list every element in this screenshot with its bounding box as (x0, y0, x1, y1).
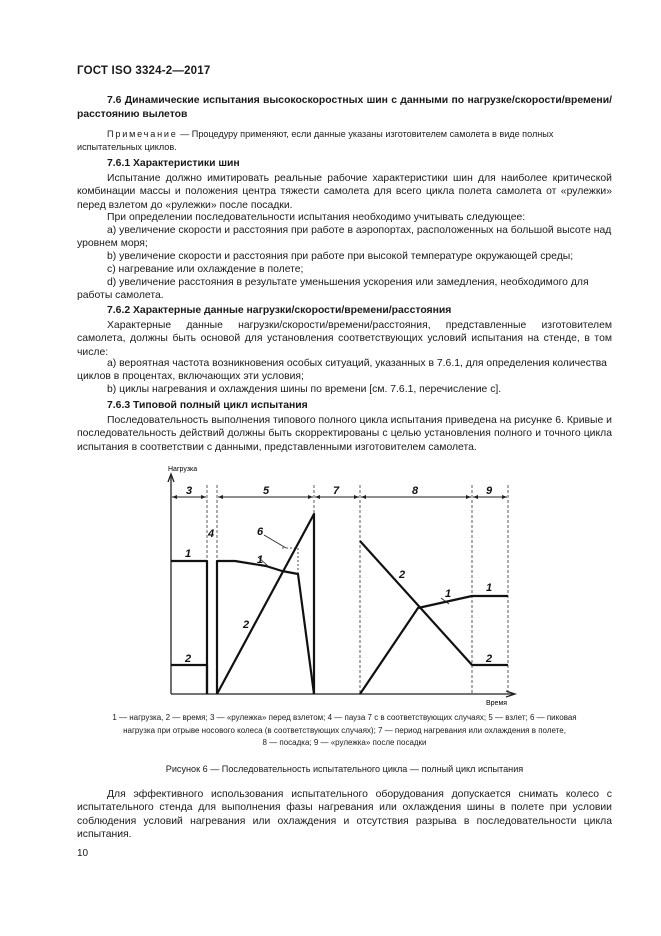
curve-label-speed: 2 (185, 653, 192, 665)
phase-label-3: 3 (186, 485, 193, 497)
curve-label-load: 1 (445, 588, 452, 600)
phase-label-8: 8 (412, 485, 419, 497)
load-curve-landing (360, 596, 508, 694)
x-axis-label: Время (486, 700, 508, 707)
curve-label-load: 1 (185, 548, 192, 560)
section-7-6-title: 7.6 Динамические испытания высокоскоростных шин с данными по нагрузке/скорости/времени/расстоянию вылетов (77, 95, 612, 120)
curve-label-load: 1 (486, 582, 493, 594)
curve-label-speed: 2 (486, 653, 493, 665)
section-7-6-2-item-b: b) циклы нагревания и охлаждения шины по времени [см. 7.6.1, перечисление c]. (107, 384, 502, 395)
figure-legend-line: нагрузка при отрыве носового колеса (в соответствующих случаях); 7 — период нагревания или охлаждения в полете, (123, 725, 566, 735)
peak-load-leader (264, 535, 286, 548)
section-7-6-1-item-c: c) нагревание или охлаждение в полете; (107, 264, 304, 275)
figure-legend-line: 1 — нагрузка, 2 — время; 3 — «рулежка» перед взлетом; 4 — пауза 7 с в соответствующих случаях; 5 — взлет; 6 — пиковая (112, 713, 577, 722)
curve-label-load: 1 (257, 554, 264, 566)
phase-label-7: 7 (333, 485, 340, 497)
closing-paragraph: Для эффективного использования испытательного оборудования допускается снимать колесо с испытательного стенда для выполнения фазы нагревания или охлаждения шины в полете при условии соблюдения условий нагревания или охлаждения и отсутствия разрыва в последовательности цикла испытания. (77, 789, 612, 840)
section-7-6-3-paragraph-1: Последовательность выполнения типового полного цикла испытания приведена на рисунке 6. Кривые и последовательность действий должны быть скорректированы с целью установления полного и точного цикла испытания в соответствии с данными, представленными изготовителем самолета. (77, 415, 612, 453)
speed-curve-takeoff (217, 514, 314, 694)
load-curve-takeoff (217, 561, 314, 694)
note-text: — Процедуру применяют, если данные указаны изготовителем самолета в виде полных испытательных циклов. (77, 129, 554, 152)
load-curve-taxi-out (171, 561, 207, 694)
speed-curve-taxi-out (171, 665, 207, 694)
section-7-6-1-item-b: b) увеличение скорости и расстояния при работе при высокой температуре окружающей среды; (107, 251, 574, 262)
document-header: ГОСТ ISO 3324-2—2017 (77, 65, 211, 77)
figure-legend-line: 8 — посадка; 9 — «рулежка» после посадки (262, 738, 427, 747)
figure-title: Рисунок 6 — Последовательность испытательного цикла — полный цикл испытания (165, 764, 524, 774)
curve-label-speed: 2 (399, 569, 406, 581)
phase-label-9: 9 (486, 485, 493, 497)
speed-curve-landing (360, 541, 508, 665)
phase-label-4: 4 (208, 528, 215, 540)
section-7-6-2-item-a: a) вероятная частота возникновения особых ситуаций, указанных в 7.6.1, для определения количества циклов в процентах, включающих эти условия; (77, 358, 607, 383)
section-7-6-3-title: 7.6.3 Типовой полный цикл испытания (107, 400, 308, 411)
section-7-6-1-paragraph-1: Испытание должно имитировать реальные рабочие характеристики шин для наиболее критической комбинации массы и положения центра тяжести самолета для всего цикла полета самолета от «рулежки» перед взлетом до «рулежки» после посадки. (77, 173, 612, 211)
section-7-6-2-paragraph-1: Характерные данные нагрузки/скорости/времени/расстояния, представленные изготовителем самолета, должны быть основой для установления соответствующих условий испытания на стенде, в том числе: (77, 320, 612, 358)
curve-label-speed: 2 (243, 619, 250, 631)
note-label: Примечание (107, 129, 178, 139)
figure-legend (77, 712, 612, 750)
page-number: 10 (77, 848, 89, 859)
section-7-6-1-item-a: a) увеличение скорости и расстояния при работе в аэропортах, расположенных на большой высоте над уровнем моря; (77, 225, 612, 250)
section-7-6-1-title: 7.6.1 Характеристики шин (107, 158, 240, 169)
curve-label-peak: 6 (257, 526, 264, 538)
y-axis-label: Нагрузка (168, 466, 198, 473)
section-7-6-1-item-d: d) увеличение расстояния в результате уменьшения ускорения или замедления, необходимого для работы самолета. (77, 277, 589, 302)
phase-label-5: 5 (263, 485, 270, 497)
section-7-6-2-title: 7.6.2 Характерные данные нагрузки/скорости/времени/расстояния (107, 305, 452, 316)
section-7-6-1-paragraph-2: При определении последовательности испытания необходимо учитывать следующее: (107, 212, 526, 223)
